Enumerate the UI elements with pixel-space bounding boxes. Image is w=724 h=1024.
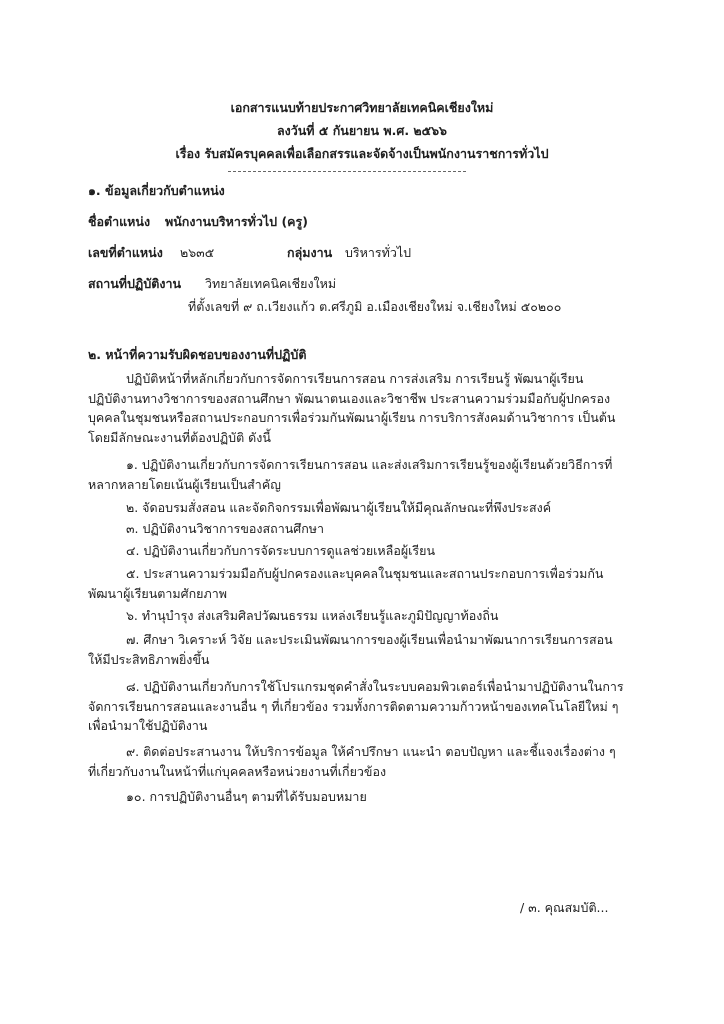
work-group-label: กลุ่มงาน bbox=[287, 245, 333, 260]
duty-line: ๖. ทำนุบำรุง ส่งเสริมศิลปวัฒนธรรม แหล่งเรียนรู้และภูมิปัญญาท้องถิ่น bbox=[126, 608, 499, 623]
duty-item-9 bbox=[88, 742, 648, 781]
workplace-label: สถานที่ปฏิบัติงาน bbox=[88, 276, 182, 291]
intro-line: บุคคลในชุมชนหรือสถานประกอบการเพื่อร่วมกันพัฒนาผู้เรียน การบริการสังคมด้านวิชาการ เป็นต้น bbox=[88, 410, 616, 425]
intro-line: ปฏิบัติหน้าที่หลักเกี่ยวกับการจัดการเรียนการสอน การส่งเสริม การเรียนรู้ พัฒนาผู้เรียน bbox=[126, 371, 584, 386]
duty-line: ๑๐. การปฏิบัติงานอื่นๆ ตามที่ได้รับมอบหมาย bbox=[126, 789, 367, 804]
section-1-heading: ๑. ข้อมูลเกี่ยวกับตำแหน่ง bbox=[88, 183, 225, 198]
duty-item-3 bbox=[88, 519, 648, 539]
work-group-value: บริหารทั่วไป bbox=[345, 245, 412, 260]
header-line-1: เอกสารแนบท้ายประกาศวิทยาลัยเทคนิคเชียงใหม่ bbox=[230, 100, 494, 115]
section-2-heading: ๒. หน้าที่ความรับผิดชอบของงานที่ปฏิบัติ bbox=[88, 347, 307, 362]
section-2-intro bbox=[88, 369, 648, 447]
duty-item-7 bbox=[88, 630, 648, 669]
duty-line: ให้มีประสิทธิภาพยิ่งขึ้น bbox=[88, 651, 210, 667]
workplace-address: ที่ตั้งเลขที่ ๙ ถ.เวียงแก้ว ต.ศรีภูมิ อ.เมืองเชียงใหม่ จ.เชียงใหม่ ๕๐๒๐๐ bbox=[188, 299, 562, 314]
position-number-value: ๒๖๓๕ bbox=[180, 245, 215, 260]
duty-line: ที่เกี่ยวกับงานในหน้าที่แก่บุคคลหรือหน่วยงานที่เกี่ยวข้อง bbox=[88, 763, 387, 779]
duty-line: ๓. ปฏิบัติงานวิชาการของสถานศึกษา bbox=[126, 521, 325, 536]
duty-item-8 bbox=[88, 677, 648, 736]
duty-item-6 bbox=[88, 606, 648, 626]
duty-item-1 bbox=[88, 455, 648, 494]
duty-line: ๘. ปฏิบัติงานเกี่ยวกับการใช้โปรแกรมชุดคำสั่งในระบบคอมพิวเตอร์เพื่อนำมาปฏิบัติงานในการ bbox=[126, 679, 624, 694]
duty-item-2 bbox=[88, 498, 648, 518]
header-divider bbox=[228, 171, 466, 172]
duty-line: จัดการเรียนการสอนและงานอื่น ๆ ที่เกี่ยวข้อง รวมทั้งการติดตามความก้าวหน้าของเทคโนโลยีใหม่ ๆ bbox=[88, 698, 619, 714]
duty-line: เพื่อนำมาใช้ปฏิบัติงาน bbox=[88, 718, 208, 733]
duty-line: ๙. ติดต่อประสานงาน ให้บริการข้อมูล ให้คำปรึกษา แนะนำ ตอบปัญหา และชี้แจงเรื่องต่าง ๆ bbox=[126, 744, 616, 759]
header-date: ลงวันที่ ๕ กันยายน พ.ศ. ๒๕๖๖ bbox=[276, 123, 447, 138]
intro-line: โดยมีลักษณะงานที่ต้องปฏิบัติ ดังนี้ bbox=[88, 429, 271, 445]
position-value: พนักงานบริหารทั่วไป (ครู) bbox=[165, 214, 308, 229]
duty-line: ๑. ปฏิบัติงานเกี่ยวกับการจัดการเรียนการสอน และส่งเสริมการเรียนรู้ของผู้เรียนด้วยวิธีการที่ bbox=[126, 457, 613, 472]
position-label: ชื่อตำแหน่ง bbox=[88, 214, 151, 229]
position-number-label: เลขที่ตำแหน่ง bbox=[88, 245, 163, 260]
page-continuation-note: / ๓. คุณสมบัติ... bbox=[520, 900, 609, 915]
duty-line: ๔. ปฏิบัติงานเกี่ยวกับการจัดระบบการดูแลช่วยเหลือผู้เรียน bbox=[126, 543, 436, 558]
workplace-value: วิทยาลัยเทคนิคเชียงใหม่ bbox=[205, 276, 337, 291]
duty-line: ๒. จัดอบรมสั่งสอน และจัดกิจกรรมเพื่อพัฒนาผู้เรียนให้มีคุณลักษณะที่พึงประสงค์ bbox=[126, 500, 552, 515]
duty-line: ๗. ศึกษา วิเคราะห์ วิจัย และประเมินพัฒนาการของผู้เรียนเพื่อนำมาพัฒนาการเรียนการสอน bbox=[126, 632, 613, 647]
duty-line: ๕. ประสานความร่วมมือกับผู้ปกครองและบุคคลในชุมชนและสถานประกอบการเพื่อร่วมกัน bbox=[126, 566, 604, 581]
duty-line: หลากหลายโดยเน้นผู้เรียนเป็นสำคัญ bbox=[88, 476, 281, 492]
duty-line: พัฒนาผู้เรียนตามศักยภาพ bbox=[88, 585, 227, 601]
duty-item-5 bbox=[88, 564, 648, 603]
intro-line: ปฏิบัติงานทางวิชาการของสถานศึกษา พัฒนาตนเองและวิชาชีพ ประสานความร่วมมือกับผู้ปกครอง bbox=[88, 390, 611, 406]
header-subject: เรื่อง รับสมัครบุคคลเพื่อเลือกสรรและจัดจ้างเป็นพนักงานราชการทั่วไป bbox=[175, 146, 549, 161]
duty-item-4 bbox=[88, 541, 648, 561]
duty-item-10 bbox=[88, 787, 648, 807]
